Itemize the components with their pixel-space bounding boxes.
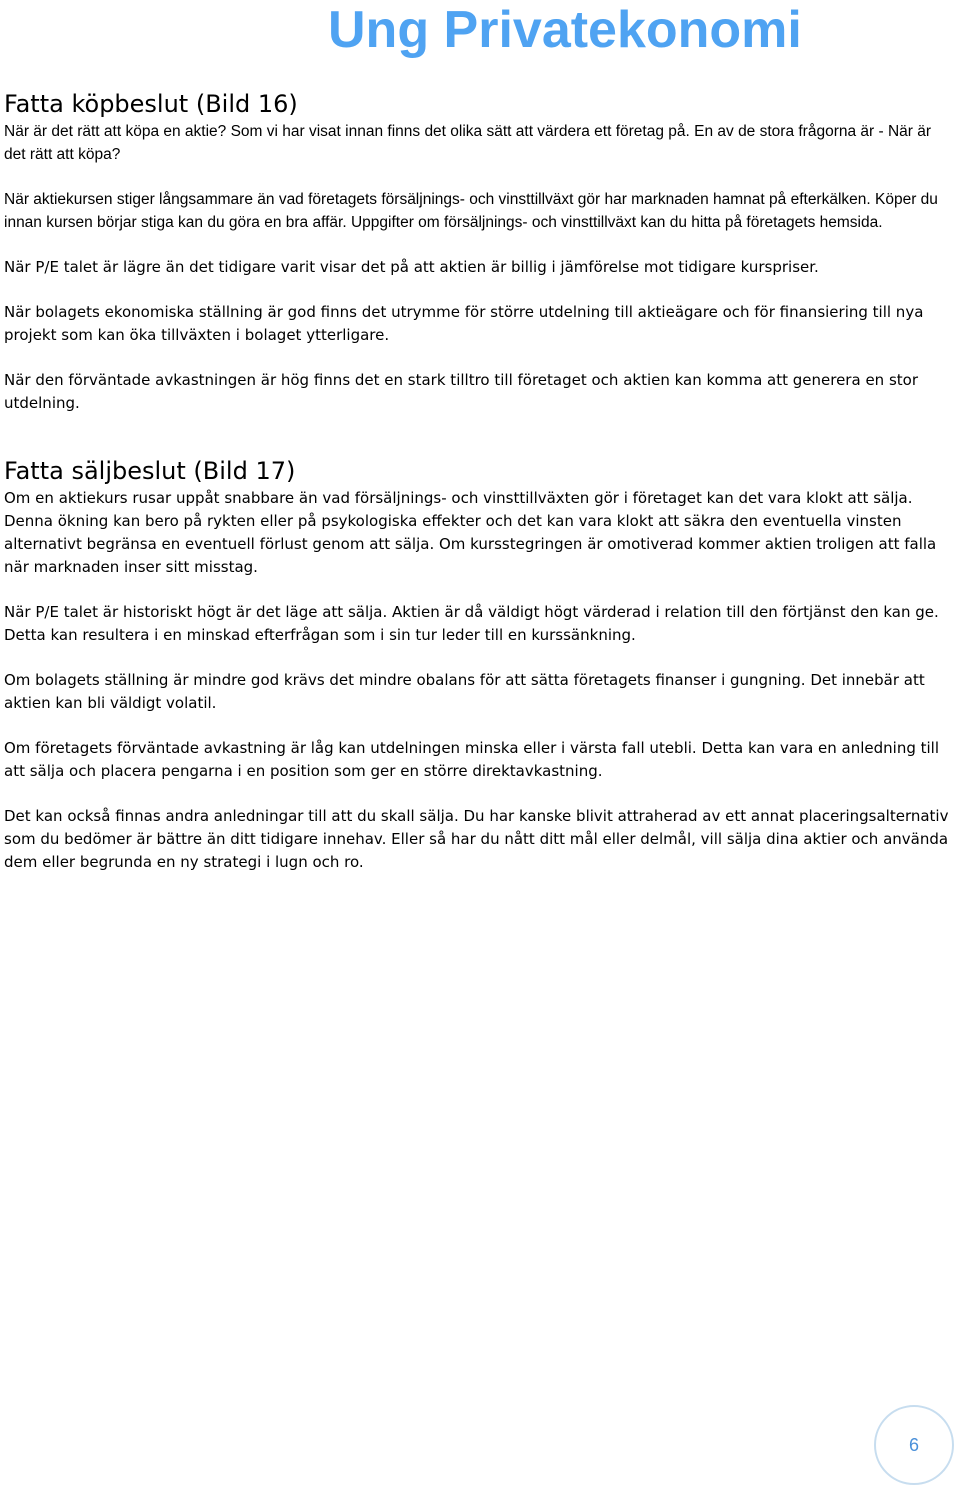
paragraph: När P/E talet är lägre än det tidigare varit visar det på att aktien är billig i jämförelse mot tidigare kurspriser. bbox=[4, 258, 819, 276]
section-sell-decision bbox=[4, 455, 952, 874]
paragraph: När bolagets ekonomiska ställning är god finns det utrymme för större utdelning till aktieägare och för finansiering till nya projekt som kan öka tillväxten i bolaget ytterligare. bbox=[4, 303, 924, 344]
section-heading: Fatta säljbeslut (Bild 17) bbox=[4, 457, 296, 485]
paragraph: När är det rätt att köpa en aktie? Som vi har visat innan finns det olika sätt att värdera ett företag på. En av de stora frågorna är - När är det rätt att köpa? bbox=[4, 123, 932, 163]
paragraph: Det kan också finnas andra anledningar till att du skall sälja. Du har kanske blivit attraherad av ett annat placeringsalternativ som du bedömer är bättre än ditt tidigare innehav. Eller så har du nått ditt mål eller delmål, vill sälja dina aktier och använda dem eller begrunda en ny strategi i lugn och ro. bbox=[4, 807, 949, 871]
paragraph: Om bolagets ställning är mindre god krävs det mindre obalans för att sätta företagets finanser i gungning. Det innebär att aktien kan bli väldigt volatil. bbox=[4, 671, 925, 712]
section-heading: Fatta köpbeslut (Bild 16) bbox=[4, 90, 298, 118]
page-number-badge bbox=[874, 1405, 954, 1485]
paragraph: När den förväntade avkastningen är hög finns det en stark tilltro till företaget och aktien kan komma att generera en stor utdelning. bbox=[4, 371, 918, 412]
paragraph: Om en aktiekurs rusar uppåt snabbare än vad försäljnings- och vinsttillväxten gör i företaget kan det vara klokt att sälja. Denna ökning kan bero på rykten eller på psykologiska effekter och det kan vara klokt att säkra den eventuella vinsten alternativt begränsa en eventuell förlust genom att sälja. Om kursstegringen är omotiverad kommer aktien troligen att falla när marknaden inser sitt misstag. bbox=[4, 489, 937, 576]
paragraph: När aktiekursen stiger långsammare än vad företagets försäljnings- och vinsttillväxt gör har marknaden hamnat på efterkälken. Köper du innan kursen börjar stiga kan du göra en bra affär. Uppgifter om försäljnings- och vinsttillväxt kan du hitta på företagets hemsida. bbox=[4, 191, 938, 231]
paragraph: Om företagets förväntade avkastning är låg kan utdelningen minska eller i värsta fall utebli. Detta kan vara en anledning till att sälja och placera pengarna i en position som ger en större direktavkastning. bbox=[4, 739, 940, 780]
section-buy-decision bbox=[4, 88, 952, 415]
brand-title: Ung Privatekonomi bbox=[328, 1, 802, 59]
document-body bbox=[4, 88, 952, 874]
page-number: 6 bbox=[908, 1434, 919, 1455]
paragraph: När P/E talet är historiskt högt är det läge att sälja. Aktien är då väldigt högt värderad i relation till den förtjänst den kan ge. Detta kan resultera i en minskad efterfrågan som i sin tur leder till en kurssänkning. bbox=[4, 603, 939, 644]
